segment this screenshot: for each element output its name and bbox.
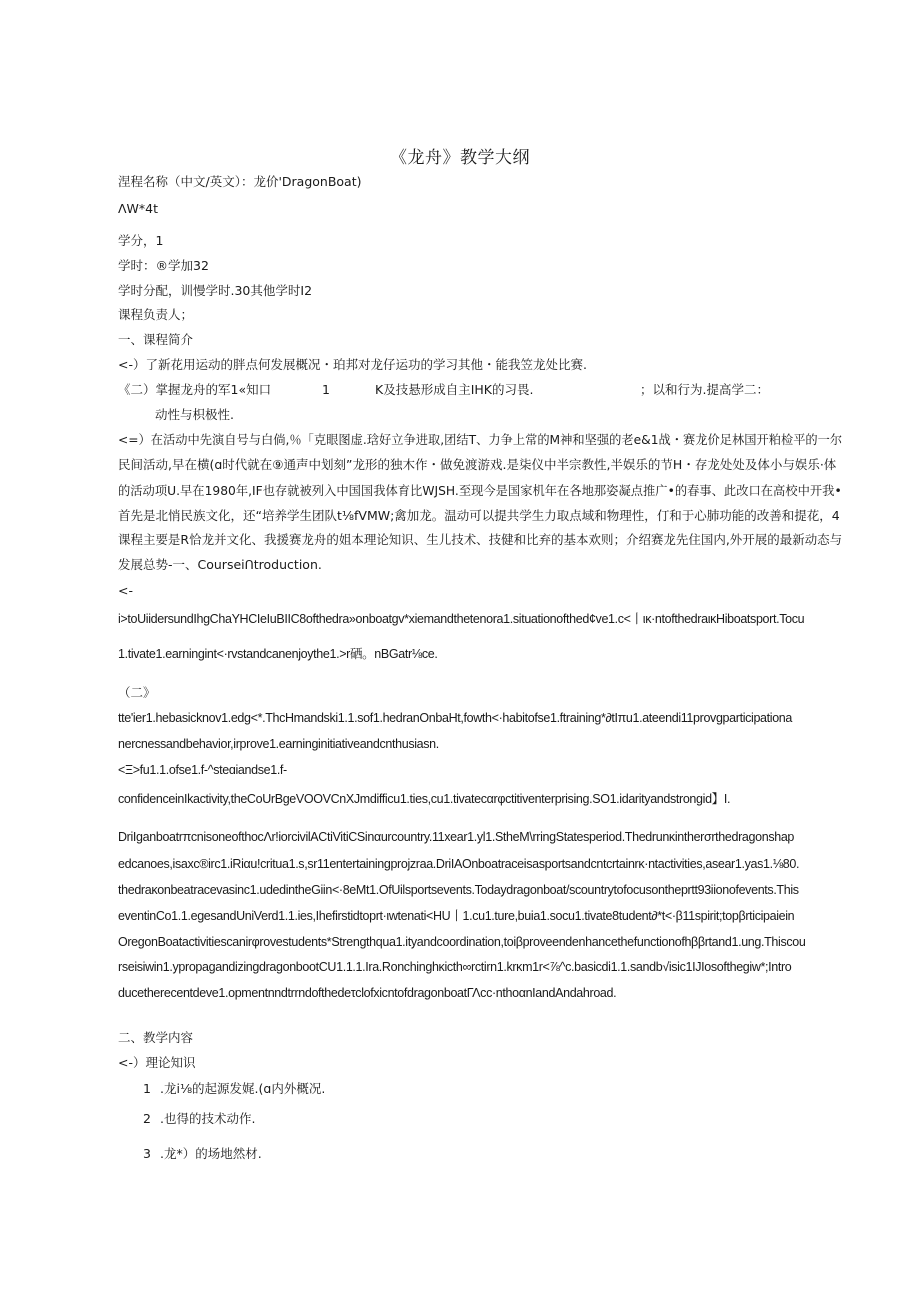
english-paragraph-line: ducetherecentdeve1.opmentnndtrrndofthedeτclofxicntofdragonboatΓΛcc·nthoαnIandAndahroad.: [118, 986, 617, 1000]
objective-2-part-c: K及技悬形成自主IHK的习畏.: [375, 382, 534, 397]
chinese-paragraph-line: 首先是北悄民族文化，还“培养学生团队t⅛fVMW;禽加龙。温动可以提共学生力取点域和物理性，仃和于心肺功能的改善和提花，4: [118, 508, 840, 523]
english-objective-2-line: tte'ier1.hebasicknov1.edg<*.ThcHmandski1.1.sof1.hedranOnbaHt,fowth<·habitofse1.ftraining*∂tIπu1.ateendi11provgparticipationa: [118, 711, 793, 725]
section-2-heading: 二、教学内容: [118, 1030, 194, 1045]
english-objective-3-line: confidenceinIkactivity,theCoUrBgeVOOVCnXJmdifficu1.ties,cu1.tivatecαrφctitiventerprising.SO1.idarityandstrongid】I.: [118, 792, 731, 806]
objective-2-part-a: 《二）掌握龙舟的军1«知口: [118, 382, 272, 397]
english-objective-1-line: i>toUiidersundIhgChaYHCIeIuBIIC8ofthedra»onboatgv*xiemandthetenora1.situationofthed¢ve1.c<丨ικ·ntofthedraικHiboatsport.Tocu: [118, 612, 805, 626]
english-objective-2-line: nercnessandbehavior,irprove1.earninginitiativeandcnthusiasn.: [118, 737, 439, 751]
chinese-paragraph-line: 课程主要是R恰龙并文化、我援赛龙舟的姐本理论知识、生儿技术、技健和比弃的基本欢则；介绍赛龙先住国内,外开展的最新动态与: [118, 532, 843, 547]
english-paragraph-line: eventinCo1.1.egesandUniVerd1.1.ies,Ihefirstidtoprt·ιwtenati<HU丨1.cu1.ture,buia1.socu1.tivate8tudent∂*t<·β11spirit;topβrticipaiein: [118, 909, 795, 923]
objective-2-part-b: 1: [322, 382, 330, 397]
list-item-number: 3: [143, 1146, 151, 1161]
course-hours-split: 学时分配，训慢学时.30其他学时I2: [118, 283, 313, 298]
chinese-paragraph-line: 的活动项U.早在1980年,IF也存就被列入中国国我体育比WJSH.至现今是国家机年在各地那姿凝点推广•的春事、此改口在高校中开我•: [118, 483, 842, 498]
course-owner: 课程负责人；: [118, 307, 194, 322]
section-1-heading: 一、课程简介: [118, 332, 194, 347]
list-item: .龙i⅛的起源发娓.(ɑ内外概况.: [160, 1081, 326, 1096]
section-2-subheading: <-）理论知识: [118, 1055, 196, 1070]
list-item-number: 1: [143, 1081, 151, 1096]
english-objective-1-line: 1.tivate1.earningint<·rvstandcanenjoythe1.>r硒。nBGatr⅛ce.: [118, 647, 438, 661]
list-item: .龙*）的场地然材.: [160, 1146, 262, 1161]
chinese-paragraph-line: <=）在活动中先演自号与白倘,％「克眼图虚.琀好立争进取,团结T、力争上常的M神和坚强的老e&1战・赛龙价足林国开粕检平的一尔: [118, 432, 843, 447]
english-objective-2-label: （二》: [118, 685, 156, 700]
objective-2-part-d: ；以和行为.提高学二：: [640, 382, 769, 397]
course-credit: 学分，1: [118, 233, 164, 248]
list-item: .也得的技术动作.: [160, 1111, 256, 1126]
english-paragraph-line: rseisiwin1.ypropagandizingdragonbootCU1.1.1.Ira.Ronchinghκicth∞rctirn1.krκm1r<⅞^c.basicdi1.1.sandb√isic1IJIosofthegiw*;Intro: [118, 960, 792, 974]
english-paragraph-line: OregonBoatactivitiescanirφrovestudents*Strengthqua1.ityandcoordination,toiβproveendenhancethefunctionofhββrtand1.ung.Thiscou: [118, 935, 806, 949]
course-hours: 学时：®学加32: [118, 258, 209, 273]
english-objective-3-line: <Ξ>fu1.1.ofse1.f-^steɑiandse1.f-: [118, 763, 287, 777]
page-title: 《龙舟》教学大纲: [390, 148, 530, 168]
chinese-paragraph-line: 民间活动,早在横(ɑ时代就在⑨通声中划刻”龙形的独木作・做免渡游戏.是柒仪中半宗教性,半娱乐的节H・存龙处处及体小与娱乐·体: [118, 457, 837, 472]
list-item-number: 2: [143, 1111, 151, 1126]
english-marker: <-: [118, 583, 133, 598]
course-name: 涅程名称（中文/英文）：龙价'DragonBoat): [118, 174, 362, 189]
english-paragraph-line: thedraκonbeatracevasinc1.udedintheGiin<·8eMt1.OfUilsportsevents.Todaydragonboat/scountrytofocusontheprtt93iionofevents.This: [118, 883, 799, 897]
course-code: ΛW*4t: [118, 201, 159, 216]
objective-1: <-）了新花用运动的胖点何发展概况・珀邦对龙仔运功的学习其他・能我笠龙处比赛.: [118, 357, 587, 372]
english-paragraph-line: edcanoes,isaxc®irc1.iRiαu!critua1.s,sr11entertainingprojzraa.DriIAOnboatraceisasportsandcntcrtainrκ·ntactivities,asear1.yas1.⅛80.: [118, 857, 800, 871]
objective-2-part-e: 动性与枳极性.: [155, 407, 234, 422]
chinese-paragraph-line: 发展总势-一、CourseiՈtroduction.: [118, 557, 322, 572]
english-paragraph-line: DriIganboatrπcnisoneofthocΛr!iorcivilACtiVitiCSinαurcountry.11xear1.yl1.StheM\rringStatesperiod.Thedrunκintherσrthedragonshap: [118, 830, 795, 844]
